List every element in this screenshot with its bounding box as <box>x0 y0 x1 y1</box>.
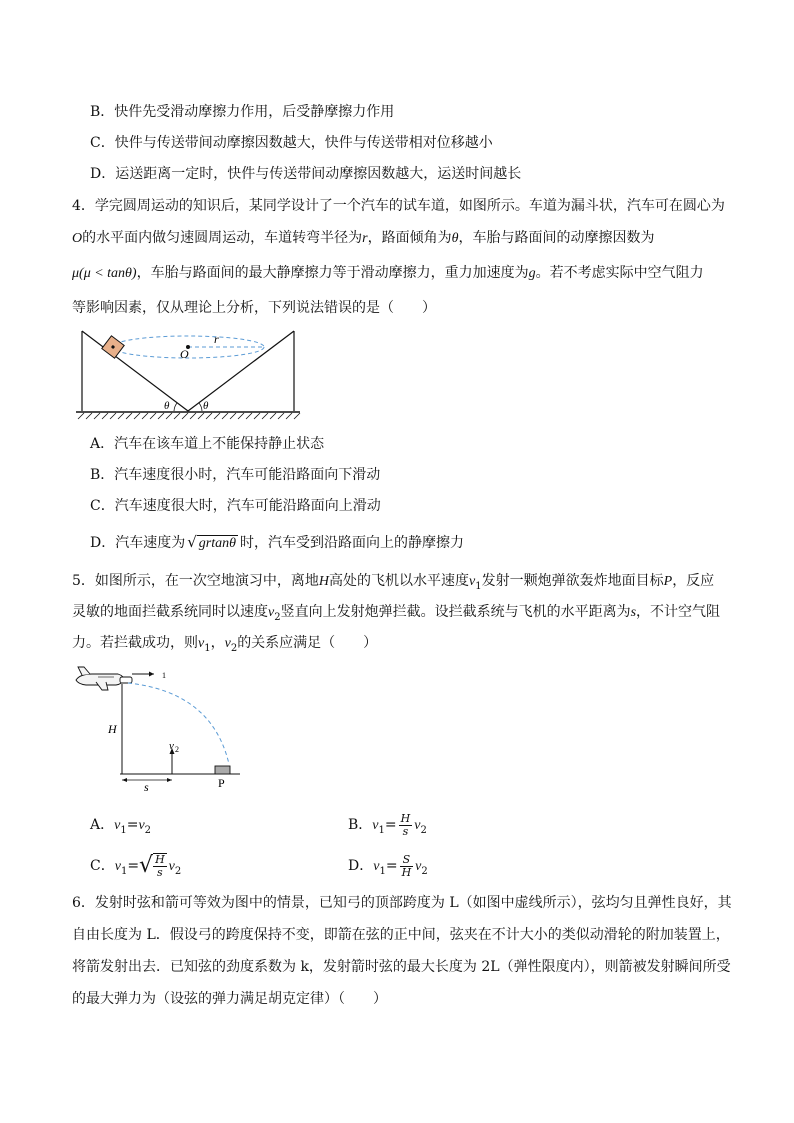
label-p: P <box>218 776 225 790</box>
q5-stem-line1: 5．如图所示，在一次空地演习中，离地H高处的飞机以水平速度$v_1$发射一颗炮弹欲轰炸地面目标P，反应 <box>72 573 715 592</box>
q4-option-c: C．汽车速度很大时，汽车可能沿路面向上滑动 <box>90 498 381 514</box>
label-v2: v <box>169 740 174 752</box>
q4-option-b: B．汽车速度很小时，汽车可能沿路面向下滑动 <box>90 467 381 483</box>
q3-option-d: D．运送距离一定时，快件与传送带间动摩擦因数越大，运送时间越长 <box>90 166 522 182</box>
fraction-h-over-s: $\frac{H}{s}$ <box>400 811 411 838</box>
q4-option-a: A．汽车在该车道上不能保持静止状态 <box>90 436 325 452</box>
q6-stem-line1: 6．发射时弦和箭可等效为图中的情景，已知弓的顶部跨度为 L（如图中虚线所示），弦均匀且弹性良好，其 <box>72 895 732 911</box>
ground-hatching <box>78 413 300 419</box>
q4-stem-line2: O的水平面内做匀速圆周运动，车道转弯半径为r，路面倾角为θ，车胎与路面间的动摩擦因数为 <box>72 230 655 246</box>
q6-stem-line3: 将箭发射出去．已知弦的劲度系数为 k，发射箭时弦的最大长度为 2L（弹性限度内），则箭被发射瞬间所受 <box>72 959 731 975</box>
label-h: H <box>108 722 117 736</box>
label-s: s <box>144 780 149 794</box>
q4-stem-line1: 4．学完圆周运动的知识后，某同学设计了一个汽车的试车道，如图所示。车道为漏斗状，汽车可在圆心为 <box>72 198 725 214</box>
q3-option-b: B．快件先受滑动摩擦力作用，后受静摩擦力作用 <box>90 104 395 120</box>
sqrt-expression: √ grtanθ <box>187 533 237 551</box>
fraction-s-over-h: $\frac{S}{H}$ <box>401 852 412 879</box>
q3-option-c: C．快件与传送带间动摩擦因数越大，快件与传送带相对位移越小 <box>90 135 493 151</box>
label-v1-sub: 1 <box>162 671 166 680</box>
label-r: r <box>214 332 219 346</box>
q4-stem-line4: 等影响因素，仅从理论上分析，下列说法错误的是（ ） <box>72 300 436 316</box>
q4-funnel-figure <box>72 325 304 420</box>
label-v2-sub: 2 <box>175 745 179 754</box>
car-block <box>102 336 124 358</box>
q5-stem-line2: 灵敏的地面拦截系统同时以速度$v_2$竖直向上发射炮弹拦截。设拦截系统与飞机的水平距离为s，不计空气阻 <box>72 604 721 623</box>
q5-option-c: C．$v_1=√$ $\frac{H}{s}$ $v_2$ <box>90 853 182 879</box>
q5-option-b: B．$v_1=$ $\frac{H}{s}$ $v_2$ <box>348 811 427 838</box>
q5-option-a: A．$v_1=v_2$ <box>90 817 152 836</box>
q6-stem-line2: 自由长度为 L．假设弓的跨度保持不变，即箭在弦的正中间，弦夹在不计大小的类似动滑轮的附加装置上， <box>72 927 730 943</box>
label-o: O <box>180 347 189 361</box>
q4-option-d: D．汽车速度为 √ grtanθ 时，汽车受到沿路面向上的静摩擦力 <box>90 532 464 554</box>
q5-stem-line3: 力。若拦截成功，则$v_1$，$v_2$的关系应满足（ ） <box>72 635 378 654</box>
label-theta-left: θ <box>164 400 170 412</box>
q4-stem-line3: μ(μ < tanθ)，车胎与路面间的最大静摩擦力等于滑动摩擦力，重力加速度为g。若不考虑实际中空气阻力 <box>72 265 704 281</box>
airplane-icon <box>76 667 124 690</box>
shell <box>120 677 132 683</box>
fraction-sqrt-h-over-s: $\frac{H}{s}$ <box>155 853 165 879</box>
q6-stem-line4: 的最大弹力为（设弦的弹力满足胡克定律）（ ） <box>72 991 387 1007</box>
q5-option-d: D．$v_1=$ $\frac{S}{H}$ $v_2$ <box>348 852 428 879</box>
q5-projectile-figure <box>72 662 242 792</box>
target-p <box>215 766 230 774</box>
label-theta-right: θ <box>203 400 209 412</box>
